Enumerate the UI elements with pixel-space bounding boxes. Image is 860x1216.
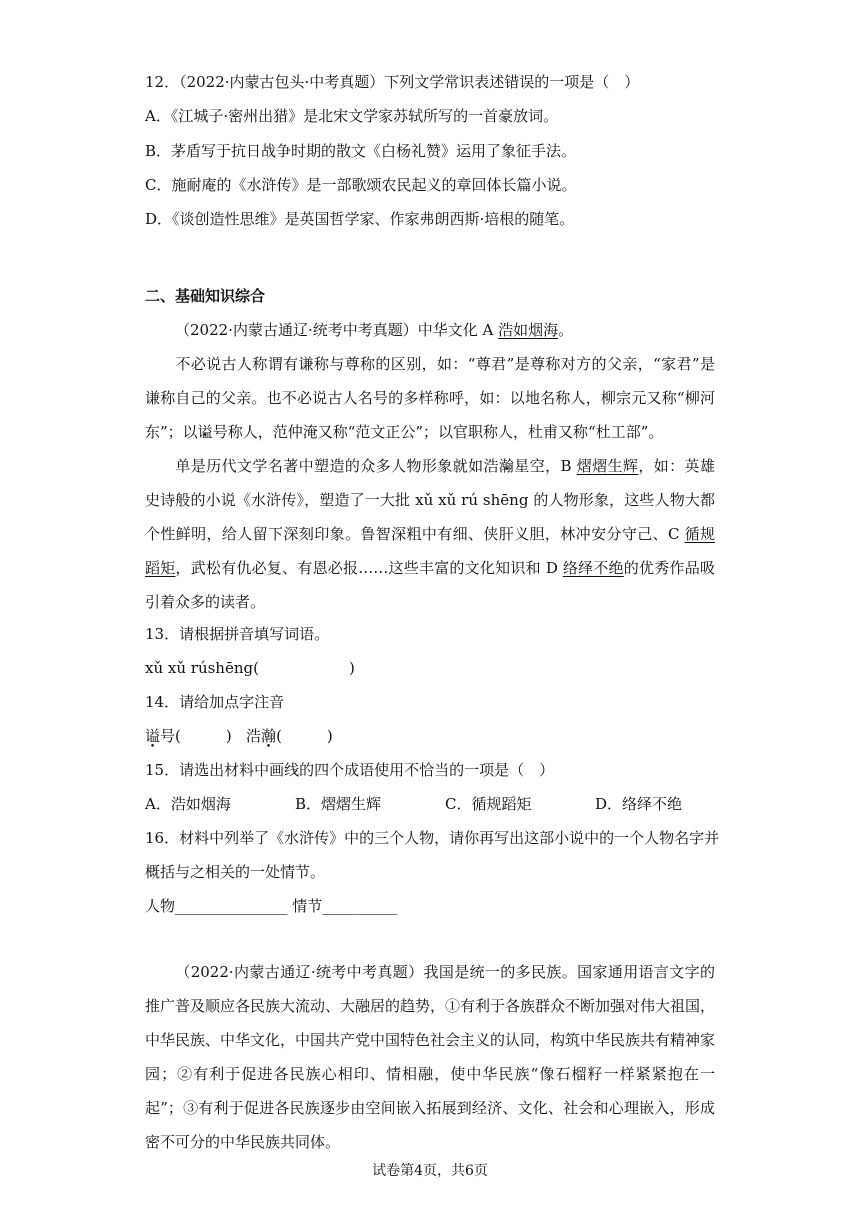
q12-option-c: C．施耐庵的《水浒传》是一部歌颂农民起义的章回体长篇小说。 bbox=[145, 176, 577, 194]
q15-option-b: B．熠熠生辉 bbox=[295, 795, 382, 813]
q15-options bbox=[145, 794, 682, 814]
q12-option-b: B．茅盾写于抗日战争时期的散文《白杨礼赞》运用了象征手法。 bbox=[145, 142, 577, 160]
material-paragraph-3: 单是历代文学名著中塑造的众多人物形象就如浩瀚 •星空，B 熠熠生辉，如：英雄史诗般的小说《水浒传》，塑造了一大批 xǔ xǔ rú shēng 的人物形象，这些人物大都个性鲜明，给人留下深刻印象。鲁智深粗中有细、侠肝义胆，林冲安分守己、C 循规蹈矩，武松有仇必复、有恩必报……这些丰富的文化知识和 D 络绎不绝的优秀作品吸引着众多的读者。 bbox=[145, 449, 715, 619]
q16-stem-line1: 16．材料中列举了《水浒传》中的三个人物，请你再写出这部小说中的一个人物名字并 bbox=[145, 829, 720, 847]
q15-option-a: A．浩如烟海 bbox=[145, 795, 231, 813]
dotted-char-shi: 谥 • bbox=[198, 423, 213, 441]
q12-stem: 12．（2022·内蒙古包头·中考真题）下列文学常识表述错误的一项是（ ） bbox=[145, 73, 640, 91]
underlined-idiom-a: 浩如烟海 bbox=[498, 321, 559, 339]
q12-option-d: D．《谈创造性思维》是英国哲学家、作家弗朗西斯·培根的随笔。 bbox=[145, 210, 575, 228]
q13-stem: 13．请根据拼音填写词语。 bbox=[145, 625, 330, 643]
underlined-idiom-c: 循规蹈矩 bbox=[145, 525, 715, 577]
material-paragraph-1: （2022·内蒙古通辽·统考中考真题）中华文化 A 浩如烟海。 bbox=[175, 321, 574, 339]
q14-answer-line: 谥号( ) 浩瀚( ) bbox=[145, 727, 333, 745]
q15-option-d: D．络绎不绝 bbox=[595, 795, 683, 813]
q16-answer-line: 人物_______________ 情节__________ bbox=[145, 897, 398, 915]
section-heading: 二、基础知识综合 bbox=[145, 287, 266, 305]
q12-option-a: A．《江城子·密州出猎》是北宋文学家苏轼所写的一首豪放词。 bbox=[145, 107, 559, 125]
q13-answer-line: xǔ xǔ rúshēng( ) bbox=[145, 659, 355, 677]
q15-stem: 15．请选出材料中画线的四个成语使用不恰当的一项是（ ） bbox=[145, 761, 555, 779]
dotted-char-han: 瀚 • bbox=[499, 457, 514, 475]
dotted-char-han-q14: 瀚 bbox=[261, 727, 277, 745]
material-paragraph-2: 不必说古人称谓有谦称与尊称的区别，如：“尊君”是尊称对方的父亲，“家君”是谦称自己的父亲。也不必说古人名号的多样称呼，如：以地名称人，柳宗元又称“柳河东”；以谥 •号称人，范仲淹又称“范文正公”；以官职称人，杜甫又称“杜工部”。 bbox=[145, 347, 715, 449]
material-paragraph-4: （2022·内蒙古通辽·统考中考真题）我国是统一的多民族。国家通用语言文字的推广普及顺应各民族大流动、大融居的趋势，①有利于各族群众不断加强对伟大祖国，中华民族、中华文化，中国共产党中国特色社会主义的认同，构筑中华民族共有精神家园；②有利于促进各民族心相印、情相融，使中华民族“像石榴籽一样紧紧抱在一起”；③有利于促进各民族逐步由空间嵌入拓展到经济、文化、社会和心理嵌入，形成密不可分的中华民族共同体。 bbox=[145, 963, 716, 1151]
q16-stem-line2: 概括与之相关的一处情节。 bbox=[145, 863, 326, 881]
underlined-idiom-d: 络绎不绝 bbox=[562, 559, 624, 577]
underlined-idiom-b: 熠熠生辉 bbox=[576, 457, 639, 475]
page-footer: 试卷第4页，共6页 bbox=[372, 1163, 488, 1179]
q14-stem: 14．请给加点字注音 bbox=[145, 693, 285, 711]
q15-option-c: C．循规蹈矩 bbox=[445, 795, 532, 813]
dotted-char-shi-q14: 谥 bbox=[145, 727, 161, 745]
